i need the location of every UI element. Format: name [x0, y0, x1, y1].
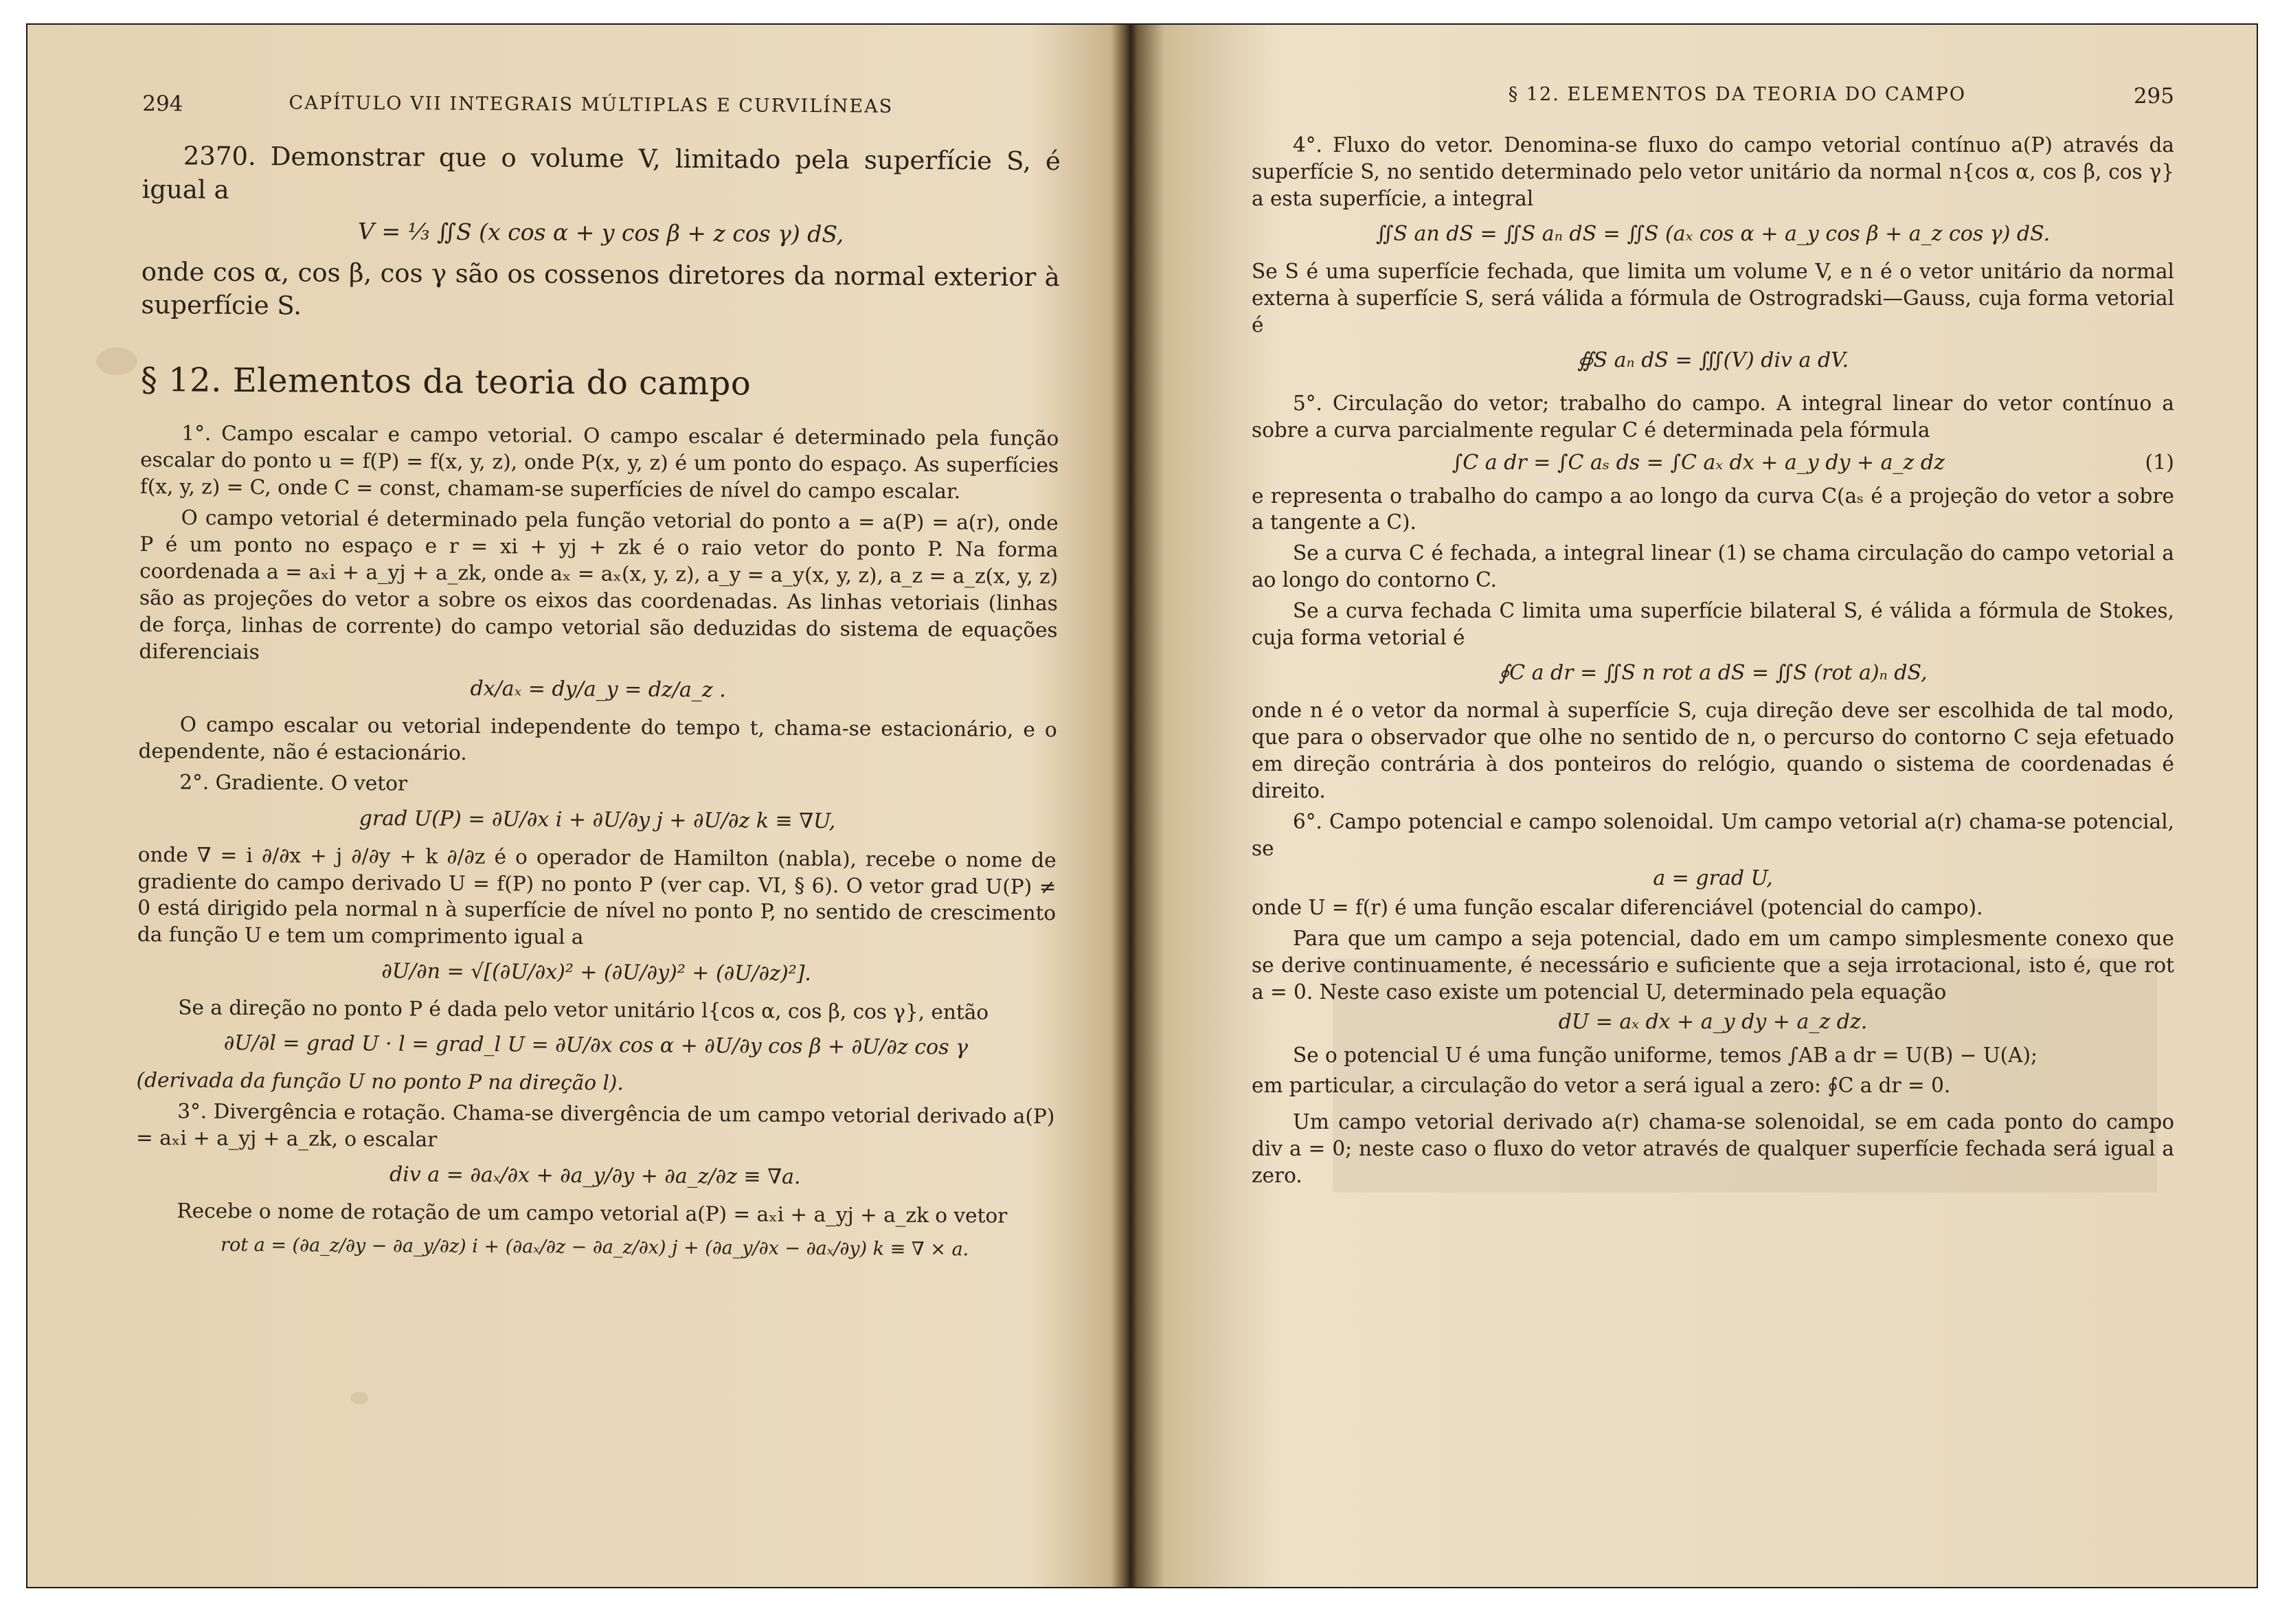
line-integral-equation — [1252, 451, 2174, 475]
paragraph: Se a direção no ponto P é dada pelo vetor unitário l{cos α, cos β, cos γ}, então — [178, 995, 989, 1024]
paragraph: O campo vetorial é determinado pela função vetorial do ponto a = a(P) = a(r), onde P é um ponto no espaço e r = xi + yj + zk é o raio vetor do ponto P. Na forma coordenada a = aₓi + a_yj + a_zk, onde aₓ = aₓ(x, y, z), a_y = a_y(x, y, z), a_z = a_z(x, y, z) são as projeções do vetor a sobre os eixos das coordenadas. As linhas vetoriais (linhas de força, linhas de corrente) do campo vetorial são deduzidas do sistema de equações diferenciais — [139, 506, 1059, 664]
paragraph: 3°. Divergência e rotação. Chama-se divergência de um campo vetorial derivado a(P) = aₓi + a_yj + a_zk, o escalar — [136, 1099, 1055, 1151]
paragraph: 6°. Campo potencial e campo solenoidal. Um campo vetorial a(r) chama-se potencial, se — [1252, 809, 2174, 860]
rotation-equation: rot a = (∂a_z/∂y − ∂a_y/∂z) i + (∂aₓ/∂z − ∂a_z/∂x) j + (∂a_y/∂x − ∂aₓ/∂y) k ≡ ∇ × a. — [221, 1234, 969, 1261]
page-number: 294 — [142, 91, 183, 117]
equation-number: (1) — [2145, 450, 2174, 475]
paragraph: Para que um campo a seja potencial, dado em um campo simplesmente conexo que se derive continuamente, é necessário e suficiente que a seja irrotacional, isto é, que rot a = 0. Neste caso existe um potencial U, determinado pela equação — [1252, 926, 2174, 1004]
chapter-title: CAPÍTULO VII INTEGRAIS MÚLTIPLAS E CURVILÍNEAS — [289, 92, 894, 117]
vector-lines-equation: dx/aₓ = dy/a_y = dz/a_z . — [470, 676, 726, 702]
problem-conclusion: onde cos α, cos β, cos γ são os cossenos diretores da normal exterior à superfície S. — [141, 256, 1060, 321]
paragraph: 1°. Campo escalar e campo vetorial. O campo escalar é determinado pela função escalar do ponto u = f(P) = f(x, y, z), onde P(x, y, z) é um ponto do espaço. As superfícies f(x, y, z) = C, onde C = const, chamam-se superfícies de nível do campo escalar. — [139, 421, 1059, 504]
subsection-heading: 2°. Gradiente. O vetor — [179, 769, 408, 796]
paragraph: 5°. Circulação do vetor; trabalho do campo. A integral linear do vetor contínuo a sobre a curva parcialmente regular C é determinada pela fórmula — [1252, 391, 2174, 442]
running-head — [1252, 84, 2174, 109]
paragraph: Se a curva fechada C limita uma superfície bilateral S, é válida a fórmula de Stokes, cuja forma vetorial é — [1252, 599, 2174, 650]
paragraph: onde ∇ = i ∂/∂x + j ∂/∂y + k ∂/∂z é o operador de Hamilton (nabla), recebe o nome de gradiente do campo derivado U = f(P) no ponto P (ver cap. VI, § 6). O vetor grad U(P) ≠ 0 está dirigido pela normal n à superfície de nível no ponto P, no sentido de crescimento da função U e tem um comprimento igual a — [137, 842, 1057, 949]
paragraph: onde U = f(r) é uma função escalar diferenciável (potencial do campo). — [1252, 895, 1983, 919]
paragraph: Um campo vetorial derivado a(r) chama-se solenoidal, se em cada ponto do campo div a = 0; neste caso o fluxo do vetor através de qualquer superfície fechada será igual a zero. — [1252, 1110, 2174, 1188]
gauss-equation: ∯S aₙ dS = ∭(V) div a dV. — [1577, 348, 1849, 372]
paragraph: Se o potencial U é uma função uniforme, temos ∫AB a dr = U(B) − U(A); — [1293, 1043, 2037, 1067]
stokes-equation: ∮C a dr = ∬S n rot a dS = ∬S (rot a)ₙ dS, — [1498, 661, 1928, 686]
potential-differential-equation: dU = aₓ dx + a_y dy + a_z dz. — [1558, 1009, 1868, 1034]
paragraph: e representa o trabalho do campo a ao longo da curva C(aₛ é a projeção do vetor a sobre a tangente a C). — [1252, 484, 2174, 534]
potential-equation: a = grad U, — [1653, 866, 1773, 890]
running-head — [142, 91, 1061, 122]
paragraph: (derivada da função U no ponto P na direção l). — [136, 1068, 624, 1095]
problem-statement: 2370. Demonstrar que o volume V, limitado pela superfície S, é igual a — [142, 141, 1061, 205]
directional-derivative-equation: ∂U/∂l = grad U · l = grad_l U = ∂U/∂x cos α + ∂U/∂y cos β + ∂U/∂z cos γ — [223, 1031, 969, 1060]
book-scan — [26, 23, 2258, 1588]
line-integral-formula: ∫C a dr = ∫C aₛ ds = ∫C aₓ dx + a_y dy + a_z dz — [1452, 450, 1945, 475]
gradient-equation: grad U(P) = ∂U/∂x i + ∂U/∂y j + ∂U/∂z k ≡ ∇U, — [359, 806, 836, 833]
right-page — [1168, 25, 2257, 1587]
gradient-norm-equation: ∂U/∂n = √[(∂U/∂x)² + (∂U/∂y)² + (∂U/∂z)²]. — [381, 959, 812, 986]
paragraph: onde n é o vetor da normal à superfície S, cuja direção deve ser escolhida de tal modo, que para o observador que olhe no sentido de n, o percurso do contorno C seja efetuado em direção contrária à dos ponteiros do relógio, quando o sistema de coordenadas é direito. — [1252, 699, 2174, 802]
paragraph: 4°. Fluxo do vetor. Denomina-se fluxo do campo vetorial contínuo a(P) através da superfície S, no sentido determinado pelo vetor unitário da normal n{cos α, cos β, cos γ} a esta superfície, a integral — [1252, 133, 2174, 210]
section-title: § 12. Elementos da teoria do campo — [140, 361, 752, 403]
left-page — [26, 25, 1116, 1588]
paragraph: O campo escalar ou vetorial independente do tempo t, chama-se estacionário, e o dependente, não é estacionário. — [138, 712, 1057, 765]
paragraph: Se S é uma superfície fechada, que limita um volume V, e n é o vetor unitário da normal externa à superfície S, será válida a fórmula de Ostrogradski—Gauss, cuja forma vetorial é — [1252, 259, 2174, 337]
page-number: 295 — [2133, 84, 2174, 109]
section-running-title: § 12. ELEMENTOS DA TEORIA DO CAMPO — [1508, 84, 1967, 105]
flux-equation: ∬S an dS = ∬S aₙ dS = ∬S (aₓ cos α + a_y cos β + a_z cos γ) dS. — [1375, 221, 2051, 246]
paragraph: Recebe o nome de rotação de um campo vetorial a(P) = aₓi + a_yj + a_zk o vetor — [177, 1199, 1008, 1228]
problem-formula: V = ⅓ ∬S (x cos α + y cos β + z cos γ) dS, — [357, 217, 844, 247]
paragraph: Se a curva C é fechada, a integral linear (1) se chama circulação do campo vetorial a ao longo do contorno C. — [1252, 541, 2174, 592]
paragraph: em particular, a circulação do vetor a será igual a zero: ∮C a dr = 0. — [1252, 1074, 1951, 1098]
divergence-equation: div a = ∂aₓ/∂x + ∂a_y/∂y + ∂a_z/∂z ≡ ∇a. — [389, 1162, 801, 1189]
